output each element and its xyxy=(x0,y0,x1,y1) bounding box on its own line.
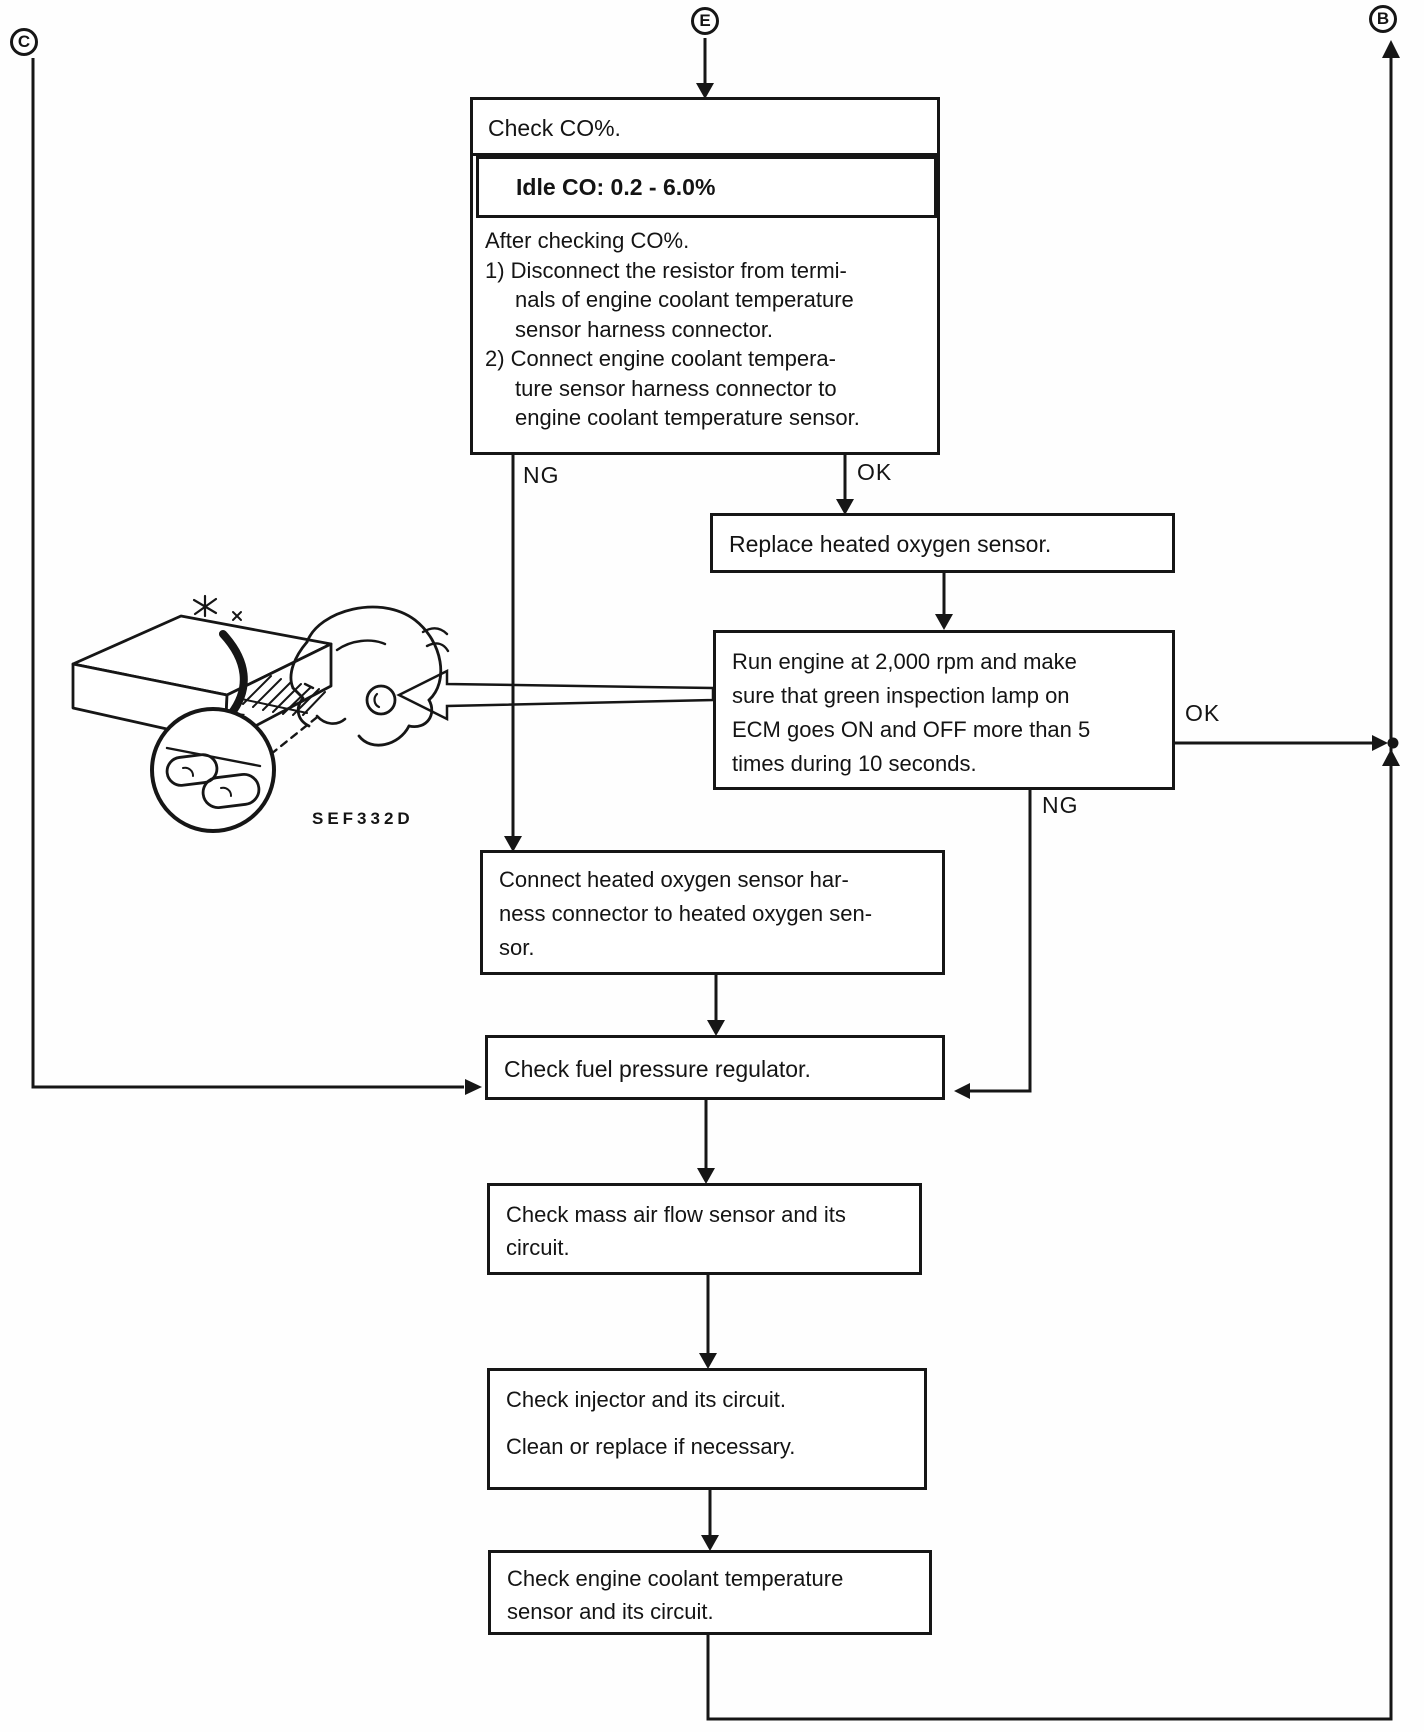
box-text: Replace heated oxygen sensor. xyxy=(729,531,1052,557)
box-text-line: circuit. xyxy=(506,1235,570,1260)
box-text-line: Clean or replace if necessary. xyxy=(506,1434,796,1459)
instruction-line: nals of engine coolant temperature xyxy=(515,287,854,312)
box-text-line: ECM goes ON and OFF more than 5 xyxy=(732,717,1091,742)
instruction-line: After checking CO%. xyxy=(485,228,690,253)
sight-line xyxy=(271,714,321,754)
instruction-line: ture sensor harness connector to xyxy=(515,375,837,401)
flow-box-mass-air-flow xyxy=(487,1183,922,1275)
branch-label-ng: NG xyxy=(523,462,560,488)
flow-box-replace-o2-sensor xyxy=(710,513,1175,573)
arrowhead-left-icon xyxy=(954,1083,970,1099)
box-text: Check fuel pressure regulator. xyxy=(504,1056,811,1082)
wire-ng-run-engine xyxy=(968,790,1030,1091)
arrowhead-down-icon xyxy=(699,1353,717,1369)
flow-box-check-co xyxy=(470,97,940,455)
flow-box-run-engine xyxy=(713,630,1175,790)
box-text-line: Connect heated oxygen sensor har- xyxy=(499,867,849,892)
check-co-title: Check CO%. xyxy=(473,100,937,156)
inspection-lamps-magnifier xyxy=(152,709,274,831)
box-text xyxy=(490,1186,919,1276)
connector-b: B xyxy=(1369,5,1397,33)
instruction-line: engine coolant temperature sensor. xyxy=(515,405,860,430)
box-text-line: ness connector to heated oxygen sen- xyxy=(499,901,873,926)
instruction-line: sensor harness connector. xyxy=(515,316,774,342)
arrowhead-up-icon xyxy=(1382,749,1400,766)
idle-co-spec: Idle CO: 0.2 - 6.0% xyxy=(476,156,937,218)
check-co-instructions xyxy=(473,218,937,433)
flow-box-coolant-sensor xyxy=(488,1550,932,1635)
arrowhead-down-icon xyxy=(701,1535,719,1551)
box-text-line: Check mass air flow sensor and its xyxy=(506,1202,846,1227)
ecm-inspection-illustration xyxy=(55,588,475,838)
box-text-line: sor. xyxy=(499,935,535,960)
illustration-caption: SEF332D xyxy=(312,809,414,828)
box-text-line: sensor and its circuit. xyxy=(507,1599,714,1624)
box-text-line: Run engine at 2,000 rpm and make xyxy=(732,649,1077,674)
box-text xyxy=(491,1553,929,1640)
arrowhead-down-icon xyxy=(697,1168,715,1184)
box-text xyxy=(483,853,942,977)
flow-box-connect-o2-sensor xyxy=(480,850,945,975)
box-text-line: times during 10 seconds. xyxy=(732,751,977,776)
branch-label-ok: OK xyxy=(1185,700,1221,726)
junction-dot xyxy=(1388,738,1399,749)
box-text-line: sure that green inspection lamp on xyxy=(732,683,1070,708)
wire-c-route xyxy=(33,58,464,1087)
connector-c: C xyxy=(10,28,38,56)
arrowhead-up-icon xyxy=(1382,40,1400,58)
connector-e: E xyxy=(691,7,719,35)
box-text xyxy=(490,1371,924,1489)
arrowhead-down-icon xyxy=(707,1020,725,1036)
branch-label-ok: OK xyxy=(857,459,893,485)
instruction-line: 2) Connect engine coolant tempera- xyxy=(485,346,836,371)
sparkle-icon xyxy=(194,596,241,620)
box-text-line: Check engine coolant temperature xyxy=(507,1566,844,1591)
box-text xyxy=(716,633,1172,793)
arrowhead-down-icon xyxy=(935,614,953,630)
arrowhead-right-icon xyxy=(1372,735,1388,751)
instruction-line: 1) Disconnect the resistor from termi- xyxy=(485,257,847,283)
box-text-line: Check injector and its circuit. xyxy=(506,1387,786,1412)
flow-box-fuel-pressure-regulator xyxy=(485,1035,945,1100)
flow-box-injector xyxy=(487,1368,927,1490)
arrowhead-right-icon xyxy=(465,1079,482,1095)
branch-label-ng: NG xyxy=(1042,792,1079,818)
